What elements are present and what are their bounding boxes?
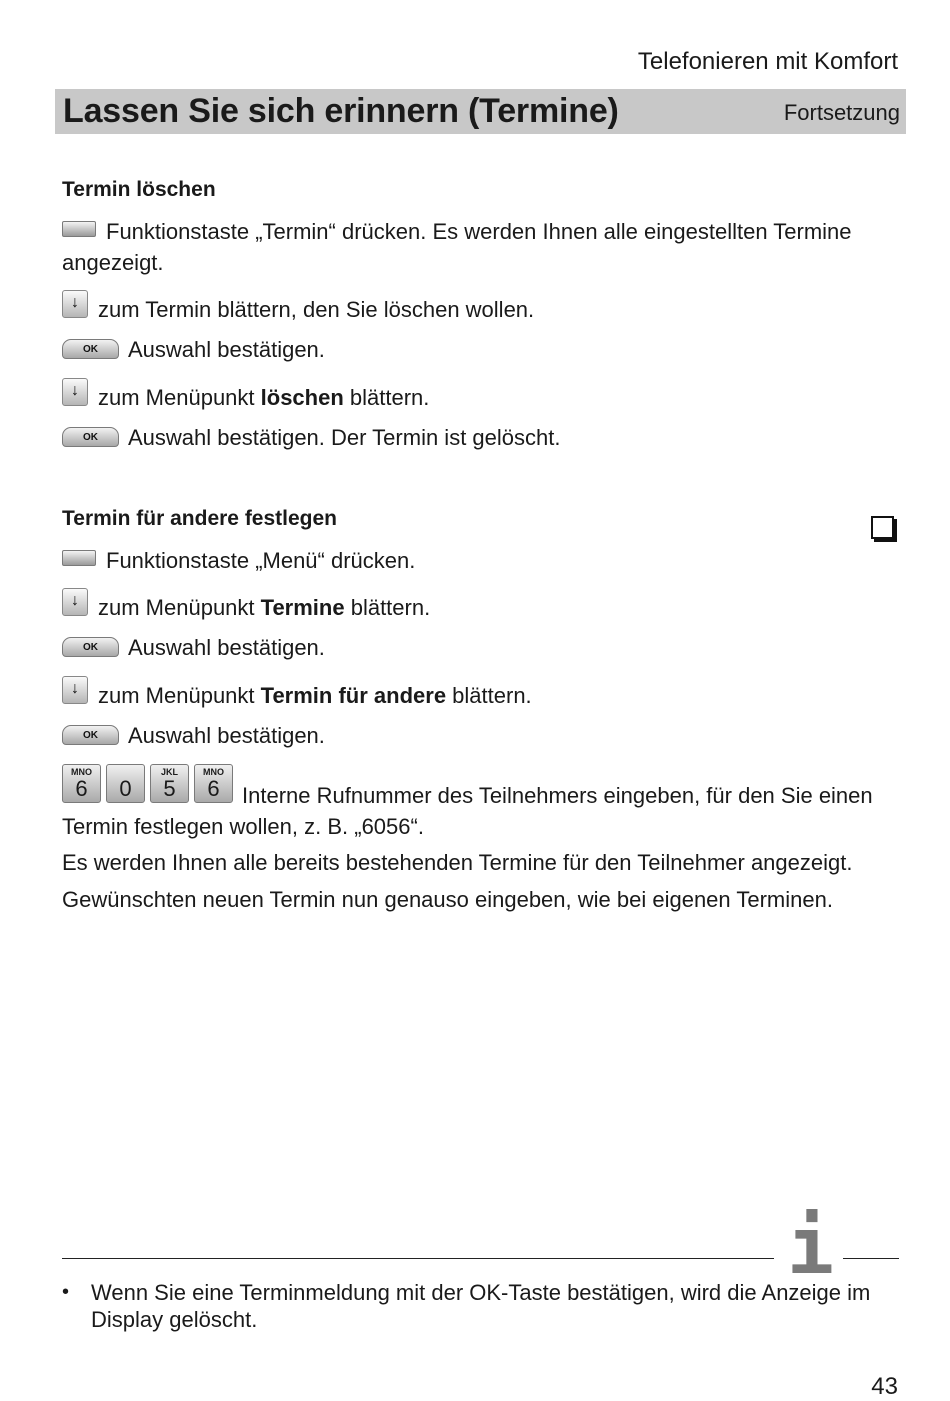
- ok-key-icon: OK: [62, 427, 119, 447]
- step-text: Funktionstaste „Termin“ drücken. Es werden Ihnen alle eingestellten Termine angezeigt.: [62, 219, 852, 275]
- number-entry-text: Interne Rufnummer des Teilnehmers eingeben, für den Sie einen Termin festlegen wollen, z. B. „6056“.: [62, 783, 873, 839]
- step-text: Funktionstaste „Menü“ drücken.: [106, 548, 416, 573]
- down-arrow-key-icon: ↓: [62, 290, 88, 318]
- step-text: Auswahl bestätigen.: [128, 635, 325, 660]
- step-text: zum Menüpunkt Termin für andere blättern.: [98, 683, 532, 708]
- ok-key-icon: OK: [62, 637, 119, 657]
- title-bar: [55, 89, 906, 134]
- function-key-icon: [62, 221, 96, 237]
- number-key-6-icon: MNO 6: [62, 764, 101, 803]
- down-arrow-key-icon: ↓: [62, 378, 88, 406]
- running-header: Telefonieren mit Komfort: [637, 48, 898, 75]
- divider: [62, 1258, 774, 1259]
- step-text: zum Menüpunkt löschen blättern.: [98, 385, 430, 410]
- number-key-0-icon: 0: [106, 764, 145, 803]
- step-text: Auswahl bestätigen.: [128, 337, 325, 362]
- divider: [843, 1258, 899, 1259]
- step-text: zum Menüpunkt Termine blättern.: [98, 595, 431, 620]
- bullet-icon: •: [62, 1281, 70, 1303]
- step-text: Auswahl bestätigen.: [128, 723, 325, 748]
- down-arrow-key-icon: ↓: [62, 676, 88, 704]
- checkbox-icon: [871, 516, 894, 539]
- info-icon: i: [787, 1202, 834, 1292]
- paragraph: Es werden Ihnen alle bereits bestehenden Termine für den Teilnehmer angezeigt.: [62, 850, 853, 875]
- ok-key-icon: OK: [62, 725, 119, 745]
- section-heading-delete: Termin löschen: [62, 178, 216, 201]
- step-text: Auswahl bestätigen. Der Termin ist gelöscht.: [128, 425, 561, 450]
- function-key-icon: [62, 550, 96, 566]
- continuation-label: Fortsetzung: [783, 100, 900, 125]
- page-number: 43: [871, 1373, 898, 1400]
- down-arrow-key-icon: ↓: [62, 588, 88, 616]
- step-function-key-termin: [62, 216, 902, 278]
- note-text: Wenn Sie eine Terminmeldung mit der OK-Taste bestätigen, wird die Anzeige im Display gelöscht.: [91, 1280, 871, 1332]
- step-function-key-menu: [62, 545, 902, 576]
- number-key-5-icon: JKL 5: [150, 764, 189, 803]
- paragraph: Gewünschten neuen Termin nun genauso eingeben, wie bei eigenen Terminen.: [62, 887, 833, 912]
- section-heading-others: Termin für andere festlegen: [62, 507, 338, 530]
- ok-key-icon: OK: [62, 339, 119, 359]
- page-title: Lassen Sie sich erinnern (Termine): [63, 92, 619, 130]
- step-text: zum Termin blättern, den Sie löschen wollen.: [98, 297, 535, 322]
- number-key-6-icon: MNO 6: [194, 764, 233, 803]
